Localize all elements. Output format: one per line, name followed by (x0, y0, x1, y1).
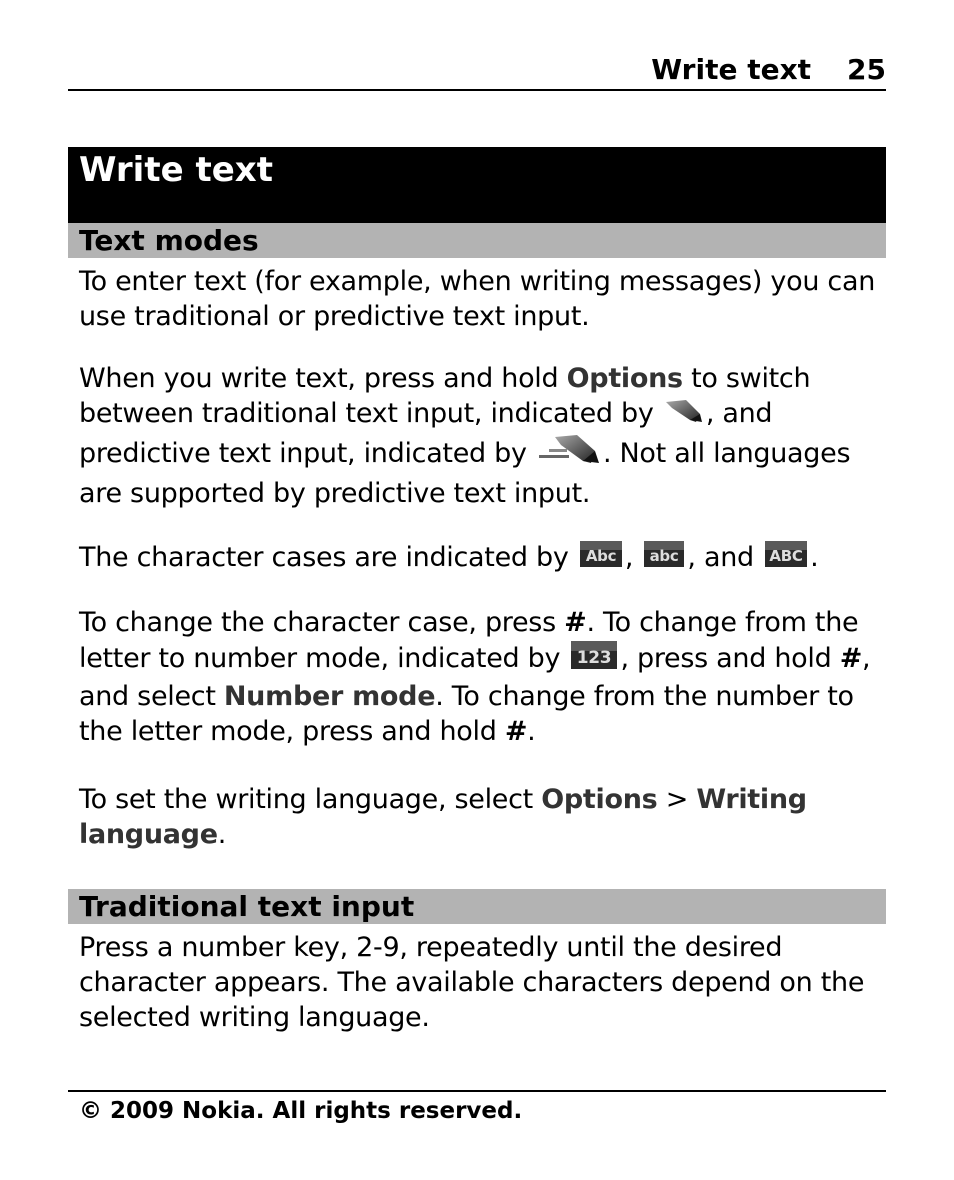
footer-rule (68, 1090, 886, 1092)
text-run: To change the character case, press (79, 607, 565, 638)
svg-text:123: 123 (577, 648, 612, 668)
paragraph-change-case (79, 605, 879, 749)
options-command: Options (541, 784, 658, 815)
number-mode-command: Number mode (223, 681, 436, 712)
hash-key: # (564, 607, 587, 638)
options-command: Options (566, 363, 683, 394)
text-run: To set the writing language, select (79, 784, 542, 815)
text-run: . To change from the letter to number mode, indicated by (79, 607, 859, 674)
paragraph-writing-language (79, 782, 879, 852)
text-run: , press and hold (620, 643, 840, 674)
text-run: , and (687, 542, 763, 573)
svg-text:Abc: Abc (585, 547, 616, 565)
lower-case-icon (643, 540, 685, 577)
section-title: Traditional text input (79, 890, 415, 923)
paragraph-traditional-input: Press a number key, 2-9, repeatedly until the desired character appears. The available characters depend on the selected writing language. (79, 932, 865, 1033)
text-run: . (217, 819, 227, 850)
text-run: . To change from the number to the letter mode, press and hold (79, 681, 854, 747)
page-number: 25 (847, 53, 886, 86)
chapter-title: Write text (79, 150, 273, 190)
section-heading-text-modes (68, 223, 886, 258)
hash-key: # (504, 716, 528, 747)
header-rule (68, 89, 886, 91)
predictive-input-icon (537, 433, 601, 476)
text-run: to switch between traditional text input, indicated by (79, 363, 811, 429)
section-title: Text modes (79, 224, 259, 257)
header-title: Write text (651, 53, 812, 86)
number-mode-icon (570, 640, 618, 679)
paragraph-intro: To enter text (for example, when writing messages) you can use traditional or predictive text input. (79, 266, 876, 332)
text-run: . Not all languages are supported by predictive text input. (79, 438, 851, 509)
menu-separator: > (657, 784, 697, 815)
running-header (68, 52, 886, 88)
upper-case-icon (764, 540, 808, 577)
paragraph-input-modes (79, 361, 879, 511)
traditional-input-icon (664, 396, 704, 433)
svg-text:ABC: ABC (769, 547, 803, 565)
text-run: , and select (79, 643, 871, 712)
copyright-footer: © 2009 Nokia. All rights reserved. (79, 1098, 523, 1124)
chapter-heading (68, 147, 886, 223)
text-run: The character cases are indicated by (79, 542, 577, 573)
writing-language-command: Writing language (79, 784, 807, 850)
svg-text:abc: abc (649, 547, 679, 565)
paragraph-character-cases (79, 540, 879, 577)
sentence-case-icon (579, 540, 623, 577)
text-run: , and predictive text input, indicated by (79, 398, 773, 469)
text-run: . (527, 716, 536, 747)
text-run: , (624, 542, 642, 573)
text-run: . (810, 542, 819, 573)
text-run: When you write text, press and hold (79, 363, 567, 394)
section-heading-traditional-input (68, 889, 886, 924)
hash-key: # (839, 643, 863, 674)
